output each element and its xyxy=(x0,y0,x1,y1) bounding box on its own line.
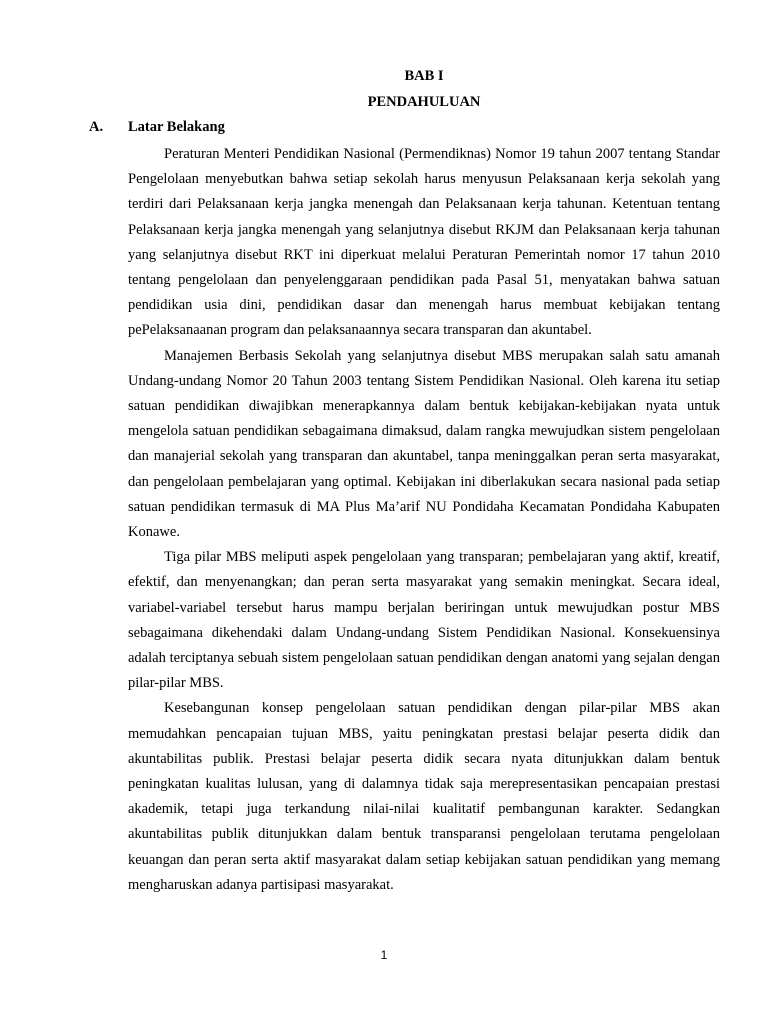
page-number: 1 xyxy=(380,948,388,962)
chapter-number: BAB I xyxy=(404,68,444,84)
chapter-title: PENDAHULUAN xyxy=(367,94,481,110)
body-text xyxy=(128,142,720,898)
paragraph: Peraturan Menteri Pendidikan Nasional (Permendiknas) Nomor 19 tahun 2007 tentang Standar Pengelolaan menyebutkan bahwa setiap sekolah harus menyusun Pelaksanaan kerja sekolah yang terdiri dari Pelaksanaan kerja jangka menengah dan Pelaksanaan kerja tahunan. Ketentuan tentang Pelaksanaan kerja jangka menengah yang selanjutnya disebut RKJM dan Pelaksanaan kerja tahunan yang selanjutnya disebut RKT ini diperkuat melalui Peraturan Pemerintah nomor 17 tahun 2010 tentang pengelolaan dan penyelenggaraan pendidikan pada Pasal 51, menyatakan bahwa satuan pendidikan usia dini, pendidikan dasar dan menengah harus membuat kebijakan tentang pePelaksanaanan program dan pelaksanaannya secara transparan dan akuntabel. xyxy=(128,146,720,339)
paragraph: Tiga pilar MBS meliputi aspek pengelolaan yang transparan; pembelajaran yang aktif, kreatif, efektif, dan menyenangkan; dan peran serta masyarakat yang semakin meningkat. Secara ideal, variabel-variabel tersebut harus mampu berjalan beriringan untuk mewujudkan postur MBS sebagaimana dikehendaki dalam Undang-undang Sistem Pendidikan Nasional. Konsekuensinya adalah terciptanya sebuah sistem pengelolaan satuan pendidikan dengan anatomi yang sejalan dengan pilar-pilar MBS. xyxy=(128,549,720,692)
section-heading xyxy=(89,117,689,137)
section-title: Latar Belakang xyxy=(128,119,225,135)
paragraph: Manajemen Berbasis Sekolah yang selanjutnya disebut MBS merupakan salah satu amanah Undang-undang Nomor 20 Tahun 2003 tentang Sistem Pendidikan Nasional. Oleh karena itu setiap satuan pendidikan diwajibkan menerapkannya dalam bentuk kebijakan-kebijakan nyata untuk mengelola satuan pendidikan sebagaimana dimaksud, dalam rangka mewujudkan sistem pengelolaan dan manajerial sekolah yang transparan dan akuntabel, tanpa meninggalkan peran serta masyarakat, dan pengelolaan pembelajaran yang optimal. Kebijakan ini diberlakukan secara nasional pada setiap satuan pendidikan termasuk di MA Plus Ma’arif NU Pondidaha Kecamatan Pondidaha Kabupaten Konawe. xyxy=(128,347,720,541)
paragraph: Kesebangunan konsep pengelolaan satuan pendidikan dengan pilar-pilar MBS akan memudahkan pencapaian tujuan MBS, yaitu peningkatan prestasi belajar peserta didik dan akuntabilitas publik. Prestasi belajar peserta didik secara nyata ditunjukkan dalam bentuk peningkatan kualitas lulusan, yang di dalamnya tidak saja merepresentasikan pencapaian prestasi akademik, tetapi juga terkandung nilai-nilai kualitatif pembangunan karakter. Sedangkan akuntabilitas publik ditunjukkan dalam bentuk transparansi pengelolaan terutama pengelolaan keuangan dan peran serta aktif masyarakat dalam setiap kebijakan satuan pendidikan yang memang mengharuskan adanya partisipasi masyarakat. xyxy=(128,700,720,893)
section-number: A. xyxy=(89,119,104,135)
